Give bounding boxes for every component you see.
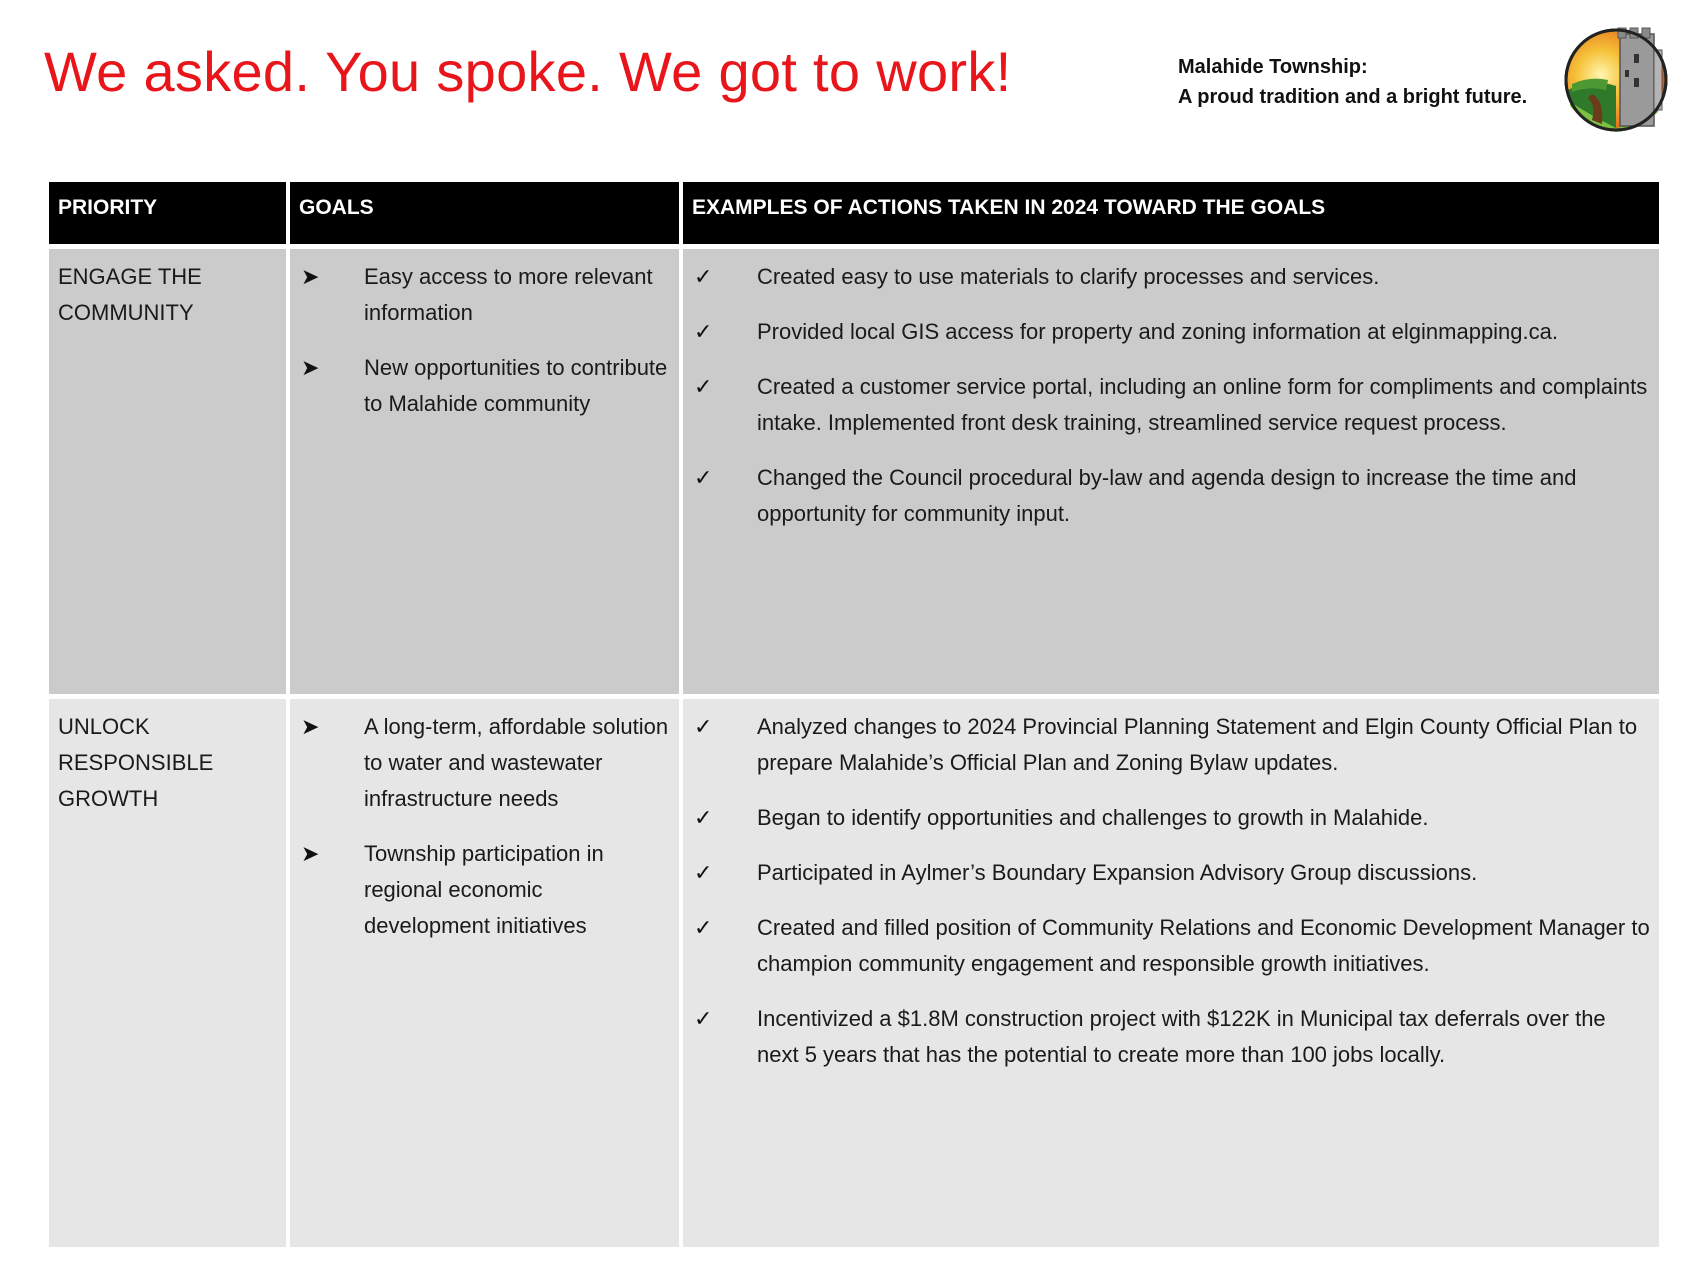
checkmark-icon: ✓ xyxy=(694,714,713,739)
arrow-bullet-icon: ➤ xyxy=(301,841,320,866)
table-header-row xyxy=(49,182,1659,244)
column-header-goals: GOALS xyxy=(290,182,679,244)
page-title: We asked. You spoke. We got to work! xyxy=(44,40,1012,103)
actions-cell xyxy=(683,249,1659,694)
action-text: Participated in Aylmer’s Boundary Expansion Advisory Group discussions. xyxy=(757,860,1478,885)
goal-text: New opportunities to contribute to Malahide community xyxy=(364,355,668,416)
priorities-table xyxy=(49,182,1659,1252)
goal-item xyxy=(299,836,670,944)
checkmark-icon: ✓ xyxy=(694,319,713,344)
table-row xyxy=(49,699,1659,1247)
goals-cell xyxy=(290,699,679,1247)
action-item xyxy=(692,314,1650,350)
table-row xyxy=(49,249,1659,694)
tagline-line-2: A proud tradition and a bright future. xyxy=(1178,86,1528,108)
goal-text: Township participation in regional economic development initiatives xyxy=(364,841,604,938)
goal-item xyxy=(299,259,670,331)
checkmark-icon: ✓ xyxy=(694,465,713,490)
priority-cell xyxy=(49,699,286,1247)
actions-cell xyxy=(683,699,1659,1247)
action-item xyxy=(692,369,1650,441)
malahide-castle-logo-icon xyxy=(1562,20,1670,134)
goal-item xyxy=(299,709,670,817)
action-item xyxy=(692,460,1650,532)
action-text: Created a customer service portal, including an online form for compliments and complaints intake. Implemented front desk training, streamlined service request process. xyxy=(757,374,1648,435)
checkmark-icon: ✓ xyxy=(694,374,713,399)
checkmark-icon: ✓ xyxy=(694,264,713,289)
goals-cell xyxy=(290,249,679,694)
goal-item xyxy=(299,350,670,422)
checkmark-icon: ✓ xyxy=(694,1006,713,1031)
priority-label: ENGAGE THE COMMUNITY xyxy=(58,264,202,325)
action-item xyxy=(692,910,1650,982)
column-header-actions: EXAMPLES OF ACTIONS TAKEN IN 2024 TOWARD THE GOALS xyxy=(683,182,1659,244)
tagline-line-1: Malahide Township: xyxy=(1178,56,1368,78)
action-item xyxy=(692,855,1650,891)
action-item xyxy=(692,259,1650,295)
action-text: Created easy to use materials to clarify processes and services. xyxy=(757,264,1380,289)
checkmark-icon: ✓ xyxy=(694,805,713,830)
action-text: Incentivized a $1.8M construction project with $122K in Municipal tax deferrals over the next 5 years that has the potential to create more than 100 jobs locally. xyxy=(757,1006,1606,1067)
arrow-bullet-icon: ➤ xyxy=(301,264,320,289)
action-item xyxy=(692,800,1650,836)
tagline xyxy=(1178,52,1527,112)
checkmark-icon: ✓ xyxy=(694,915,713,940)
goal-text: Easy access to more relevant information xyxy=(364,264,653,325)
goal-text: A long-term, affordable solution to water and wastewater infrastructure needs xyxy=(364,714,669,811)
action-text: Began to identify opportunities and challenges to growth in Malahide. xyxy=(757,805,1429,830)
arrow-bullet-icon: ➤ xyxy=(301,355,320,380)
action-item xyxy=(692,1001,1650,1073)
column-header-priority: PRIORITY xyxy=(49,182,286,244)
arrow-bullet-icon: ➤ xyxy=(301,714,320,739)
action-text: Provided local GIS access for property and zoning information at elginmapping.ca. xyxy=(757,319,1558,344)
priority-label: UNLOCK RESPONSIBLE GROWTH xyxy=(58,714,214,811)
action-text: Changed the Council procedural by-law and agenda design to increase the time and opportunity for community input. xyxy=(757,465,1577,526)
action-text: Created and filled position of Community Relations and Economic Development Manager to champion community engagement and responsible growth initiatives. xyxy=(757,915,1650,976)
action-text: Analyzed changes to 2024 Provincial Planning Statement and Elgin County Official Plan to prepare Malahide’s Official Plan and Zoning Bylaw updates. xyxy=(757,714,1638,775)
checkmark-icon: ✓ xyxy=(694,860,713,885)
action-item xyxy=(692,709,1650,781)
priority-cell xyxy=(49,249,286,694)
